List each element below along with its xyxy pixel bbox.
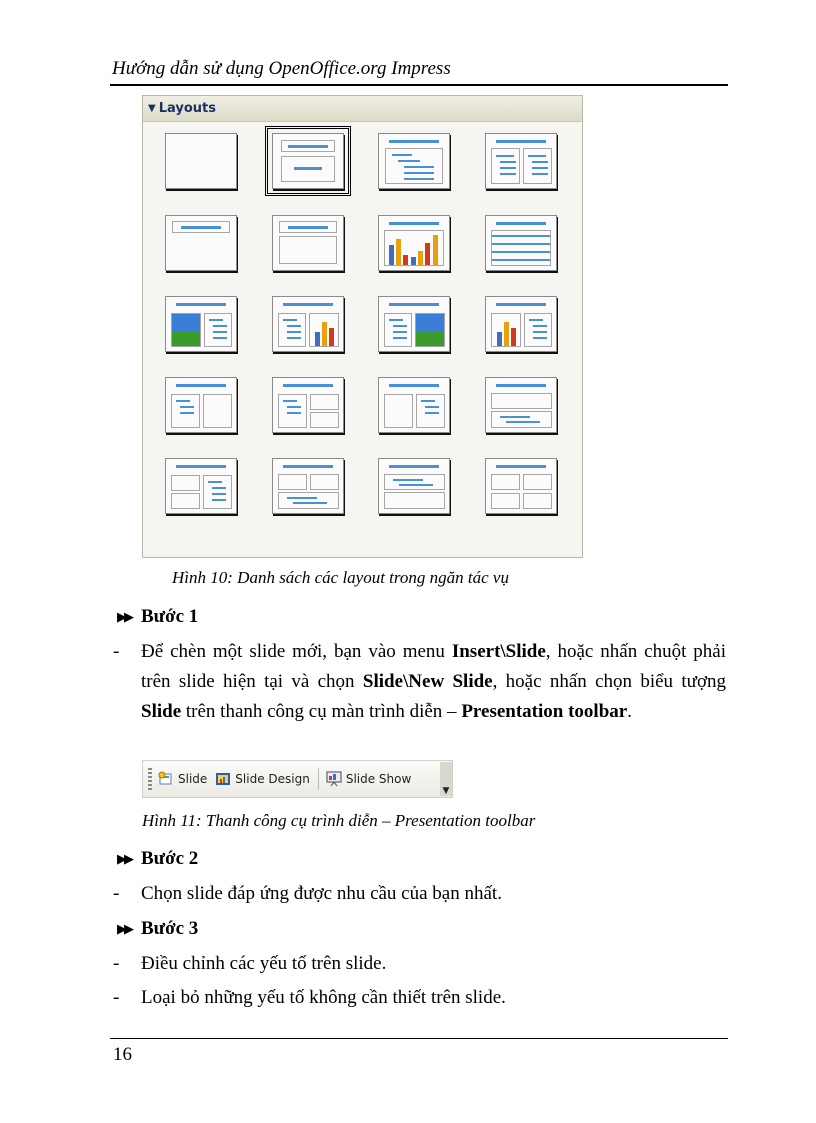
- presentation-toolbar-label: Presentation toolbar: [461, 701, 628, 722]
- layout-title-2-objects-over-text[interactable]: [272, 458, 344, 514]
- layouts-panel: [142, 95, 583, 558]
- new-slide-icon: [158, 771, 174, 787]
- step2-item: Chọn slide đáp ứng được nhu cầu của bạn nhất.: [141, 883, 502, 904]
- layout-title-2-content[interactable]: [485, 133, 557, 189]
- layout-title-object-over-text[interactable]: [485, 377, 557, 433]
- footer-rule: [110, 1038, 728, 1039]
- double-arrow-icon: ▶▶: [117, 851, 131, 866]
- list-dash: -: [113, 883, 120, 904]
- step3-heading: [117, 918, 198, 940]
- figure11-caption: Hình 11: Thanh công cụ trình diễn – Presentation toolbar: [142, 811, 536, 830]
- chevron-down-icon: ▼: [442, 786, 450, 796]
- step3-item-2: Loại bỏ những yếu tố không cần thiết trên slide.: [141, 987, 506, 1008]
- slide-design-label: Slide Design: [235, 772, 310, 786]
- layout-title-only[interactable]: [165, 215, 237, 271]
- slide-button-label: Slide: [178, 772, 208, 786]
- layout-title-chart[interactable]: [378, 215, 450, 271]
- list-dash: -: [113, 987, 120, 1008]
- list-dash: -: [113, 953, 120, 974]
- layout-title-4-objects[interactable]: [485, 458, 557, 514]
- chevron-down-icon[interactable]: ▼: [148, 103, 156, 114]
- figure10-caption: Hình 10: Danh sách các layout trong ngăn tác vụ: [172, 568, 509, 587]
- step1-text-d: trên thanh công cụ màn trình diễn –: [181, 701, 462, 722]
- layouts-panel-header[interactable]: [143, 96, 582, 122]
- layout-blank[interactable]: [165, 133, 237, 189]
- double-arrow-icon: ▶▶: [117, 921, 131, 936]
- page-number: 16: [113, 1044, 132, 1065]
- layout-title-2-objects-text[interactable]: [165, 458, 237, 514]
- slide-show-icon: [326, 771, 342, 787]
- step1-paragraph: [141, 637, 726, 727]
- layouts-panel-title: Layouts: [158, 101, 216, 116]
- step2-heading: [117, 848, 198, 870]
- step1-text-b: , hoặc nhấn chuột phải trên slide hiện tại và chọn: [141, 641, 726, 692]
- slide-show-label: Slide Show: [345, 772, 412, 786]
- slide-design-icon: [215, 771, 231, 787]
- layout-title-clipart-text[interactable]: [165, 296, 237, 352]
- menu-insert-slide: Insert\Slide: [451, 641, 546, 662]
- step1-text-c: , hoặc nhấn chọn biểu tượng: [492, 671, 726, 692]
- toolbar-separator: [318, 768, 319, 790]
- layout-title-text-over-object[interactable]: [378, 458, 450, 514]
- step1-text-e: .: [627, 701, 632, 722]
- step2-heading-text: Bước 2: [141, 848, 199, 869]
- page-header-title: Hướng dẫn sử dụng OpenOffice.org Impress: [112, 58, 451, 79]
- slide-design-button[interactable]: [215, 771, 310, 787]
- presentation-toolbar: [142, 760, 453, 798]
- step1-heading-text: Bước 1: [141, 606, 199, 627]
- layout-title-text-2-objects[interactable]: [272, 377, 344, 433]
- step3-heading-text: Bước 3: [141, 918, 199, 939]
- menu-new-slide: Slide\New Slide: [362, 671, 493, 692]
- slide-show-button[interactable]: [326, 771, 411, 787]
- layout-title-text-chart[interactable]: [272, 296, 344, 352]
- toolbar-grip[interactable]: [148, 768, 152, 790]
- layout-title-table[interactable]: [485, 215, 557, 271]
- toolbar-overflow-dropdown[interactable]: [440, 762, 452, 796]
- step3-item-1: Điều chỉnh các yếu tố trên slide.: [141, 953, 387, 974]
- layout-title-chart-text[interactable]: [485, 296, 557, 352]
- header-rule: [110, 84, 728, 86]
- layout-title-text-object[interactable]: [165, 377, 237, 433]
- layout-title-text-clipart[interactable]: [378, 296, 450, 352]
- slide-label: Slide: [141, 701, 182, 722]
- layout-title-content[interactable]: [378, 133, 450, 189]
- step1-text-a: Để chèn một slide mới, bạn vào menu: [141, 641, 452, 662]
- list-dash: -: [113, 641, 120, 662]
- layout-title-slide[interactable]: [272, 133, 344, 189]
- step1-heading: [117, 606, 198, 628]
- layout-title-object-text[interactable]: [378, 377, 450, 433]
- slide-button[interactable]: [158, 771, 207, 787]
- layout-centered-text[interactable]: [272, 215, 344, 271]
- double-arrow-icon: ▶▶: [117, 609, 131, 624]
